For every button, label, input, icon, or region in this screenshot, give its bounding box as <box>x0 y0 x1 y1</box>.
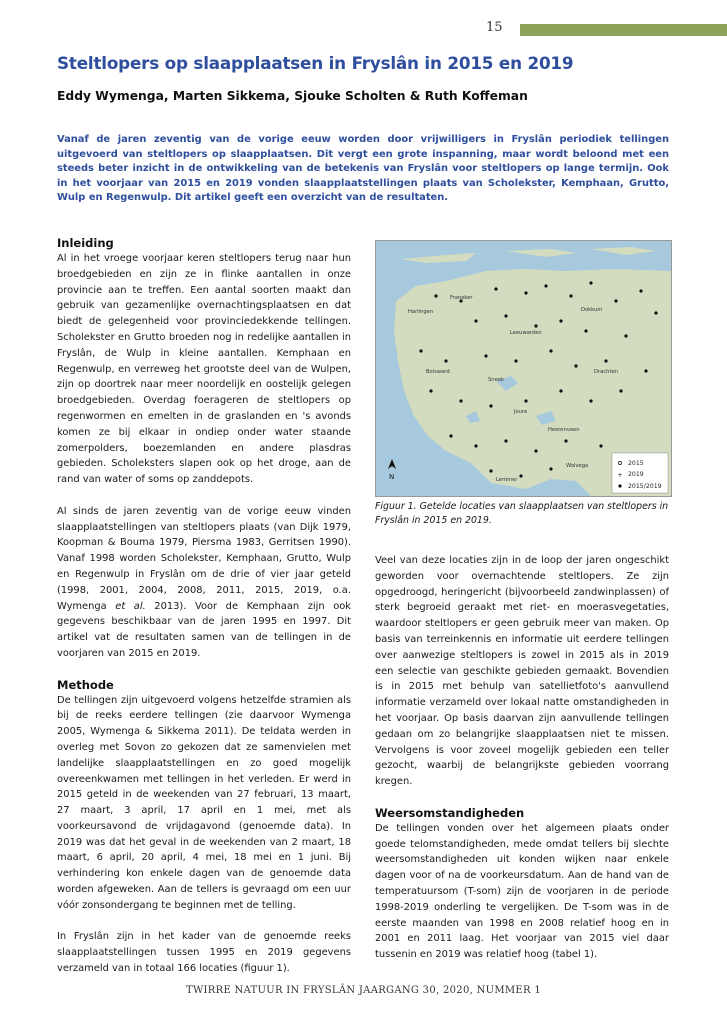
map-point <box>419 349 422 352</box>
page-footer: TWIRRE NATUUR IN FRYSLÂN JAARGANG 30, 2020, NUMMER 1 <box>186 985 541 996</box>
map-point <box>569 294 572 297</box>
map-point <box>504 439 507 442</box>
map-point <box>524 399 527 402</box>
map-label-lemmer: Lemmer <box>496 477 518 483</box>
map-point <box>544 284 547 287</box>
map-label-drachten: Drachten <box>594 369 618 375</box>
section-heading-weer: Weersomstandigheden <box>375 805 525 820</box>
map-point <box>619 389 622 392</box>
figure-map <box>375 240 672 497</box>
map-point <box>624 334 627 337</box>
paragraph-methode-2: In Fryslân zijn in het kader van de genoemde reeks slaapplaatstellingen tussen 1995 en 2019 gegevens verzameld van in totaal 166 locaties (figuur 1). <box>57 931 351 975</box>
left-column <box>57 236 351 993</box>
map-point <box>489 404 492 407</box>
map-point <box>494 287 497 290</box>
legend-label-2015: 2015 <box>628 460 644 467</box>
map-point <box>559 389 562 392</box>
map-legend <box>612 453 668 493</box>
map-label-bolsward: Bolsward <box>426 369 450 375</box>
map-label-harlingen: Harlingen <box>408 309 434 315</box>
map-point <box>559 319 562 322</box>
paragraph-inleiding-1: Al in het vroege voorjaar keren steltlopers terug naar hun broedgebieden en zijn ze in flinke aantallen in onze provincie aan te treffen. Een aantal soorten maakt dan gebruik van gezamenlijke overnachtingsplaatsen en dat biedt de gelegenheid voor provinciedekkende tellingen. Scholekster en Grutto broeden nog in redelijke aantallen in Fryslân, de Wulp in kleine aantallen. Kemphaan en Regenwulp, en verreweg het grootste deel van de Wulpen, zijn op doortrek naar meer noordelijk en oostelijk gelegen broedgebieden. Overdag foerageren de steltlopers op regenwormen en emelten in de graslanden en 's avonds komen ze bij elkaar in ondiep onder water staande zomerpolders, boezemlanden en andere plasdras gebieden. Scholeksters slapen ook op het droge, aan de rand van water of soms op zanddepots. <box>57 253 351 486</box>
map-point <box>639 289 642 292</box>
map-point <box>514 359 517 362</box>
map-point <box>644 369 647 372</box>
paragraph-methode-1: De tellingen zijn uitgevoerd volgens hetzelfde stramien als bij de reeks eerdere tellingen (zie daarvoor Wymenga 2005, Wymenga & Sikkema 2011). De teldata werden in overleg met Sovon zo gekozen dat ze samenvielen met landelijke slaapplaatstellingen en zo goed mogelijk overeenkwamen met tellingen in het verleden. Er werd in 2015 geteld in de weekenden van 27 februari, 13 maart, 27 maart, 3 april, 17 april en 1 mei, met als voorkeursavond de vrijdagavond (genoemde data). In 2019 was dat het geval in de weekenden van 2 maart, 18 maart, 6 april, 20 april, 4 mei, 18 mei en 1 juni. Bij verhindering kon enkele dagen van de genoemde data worden afgeweken. Aan de tellers is gevraagd om een uur vóór zonsondergang te beginnen met de telling. <box>57 694 351 911</box>
map-point <box>534 324 537 327</box>
article-title: Steltlopers op slaapplaatsen in Fryslân in 2015 en 2019 <box>57 53 574 73</box>
map-point <box>614 299 617 302</box>
map-point <box>459 399 462 402</box>
north-label: N <box>389 473 395 481</box>
map-point <box>474 319 477 322</box>
paragraph-inleiding-2-part-a: Al sinds de jaren zeventig van de vorige eeuw vinden slaapplaatstellingen van steltlopers plaats (van Dijk 1979, Koopman & Bouma 1979, Piersma 1983, Gerritsen 1990). Vanaf 1998 worden Scholekster, Kemphaan, Grutto, Wulp en Regenwulp in Fryslân om de drie of vier jaar geteld (1998, 2001, 2004, 2008, 2011, 2015, 2019, o.a. Wymenga <box>57 505 351 612</box>
map-svg <box>376 241 671 496</box>
paragraph-weer-1: De tellingen vonden over het algemeen plaats onder goede telomstandigheden, mede omdat tellers bij slechte weersomstandigheden uit konden wijken naar enkele dagen voor of na de voorkeursdatum. Aan de hand van de temperatuursom (T-som) zijn de voorjaren in de periode 1998-2019 onderling te vergelijken. De T-som was in de eerste maanden van 1998 en 2008 relatief hoog en in 2001 en 2011 laag. Het voorjaar van 2015 viel daar tussenin en 2019 was relatief hoog (tabel 1). <box>375 822 669 961</box>
legend-symbol-both <box>618 484 621 487</box>
map-point <box>574 364 577 367</box>
figure-caption: Figuur 1. Getelde locaties van slaapplaatsen van steltlopers in Fryslân in 2015 en 2019. <box>375 501 669 526</box>
map-point <box>524 291 527 294</box>
map-label-dokkum: Dokkum <box>581 307 603 313</box>
map-point <box>564 439 567 442</box>
right-column <box>375 553 669 979</box>
map-label-franeker: Franeker <box>450 295 473 301</box>
map-point <box>474 444 477 447</box>
map-point <box>504 314 507 317</box>
map-label-heerenveen: Heerenveen <box>548 427 580 433</box>
map-point <box>549 349 552 352</box>
map-point <box>589 281 592 284</box>
legend-label-both: 2015/2019 <box>628 483 662 490</box>
paragraph-inleiding-2-part-b: 2013). Voor de Kemphaan zijn ook gegevens beschikbaar van de jaren 1995 en 1997. Dit artikel vat de resultaten samen van de tellingen in de voorjaren van 2015 en 2019. <box>57 600 351 659</box>
map-label-joure: Joure <box>514 409 528 415</box>
map-point <box>534 449 537 452</box>
map-point <box>434 294 437 297</box>
map-label-sneek: Sneek <box>488 377 504 383</box>
section-heading-inleiding: Inleiding <box>57 236 114 250</box>
map-point <box>589 399 592 402</box>
map-point <box>489 469 492 472</box>
map-point <box>429 389 432 392</box>
map-point <box>449 434 452 437</box>
map-point <box>604 359 607 362</box>
map-point <box>484 354 487 357</box>
header-accent-bar <box>520 24 727 36</box>
legend-symbol-2019: + <box>617 472 623 479</box>
legend-label-2019: 2019 <box>628 471 644 478</box>
map-label-leeuwarden: Leeuwarden <box>510 330 542 336</box>
map-point <box>549 467 552 470</box>
map-point <box>519 474 522 477</box>
map-point <box>654 311 657 314</box>
paragraph-methode-3: Veel van deze locaties zijn in de loop der jaren ongeschikt geworden voor overnachtende steltlopers. Ze zijn opgedroogd, heringericht (bijvoorbeeld zandwinplassen) of sterk begroeid geraakt met riet- en moerasvegetaties, waardoor steltlopers er geen gebruik meer van maken. Op basis van terreinkennis en informatie uit eerdere tellingen over aanwezige steltlopers is zowel in 2015 als in 2019 een selectie van geschikte gebieden gemaakt. Bovendien is in 2015 met behulp van satellietfoto's aanvullend informatie verzameld over lokaal natte omstandigheden in het voorjaar. Op basis daarvan zijn aanvullende tellingen gedaan om zo belangrijke slaapplaatsen niet te missen. Vervolgens is voor zoveel mogelijk gebieden een teller gezocht, waarbij de belangrijkste gebieden voorrang kregen. <box>375 555 669 788</box>
map-point <box>599 444 602 447</box>
article-authors: Eddy Wymenga, Marten Sikkema, Sjouke Scholten & Ruth Koffeman <box>57 89 528 103</box>
paragraph-inleiding-2 <box>57 504 351 662</box>
article-intro: Vanaf de jaren zeventig van de vorige eeuw worden door vrijwilligers in Fryslân periodiek tellingen uitgevoerd van steltlopers op slaapplaatsen. Dit vergt een grote inspanning, maar wordt beloond met een steeds beter inzicht in de ontwikkeling van de betekenis van Fryslân voor steltlopers op lange termijn. Ook in het voorjaar van 2015 en 2019 vonden slaapplaatstellingen plaats van Scholekster, Kemphaan, Grutto, Wulp en Regenwulp. Dit artikel geeft een overzicht van de resultaten. <box>57 134 669 204</box>
paragraph-inleiding-2-em: et al. <box>115 600 146 612</box>
map-label-wolvega: Wolvega <box>566 463 589 469</box>
map-point <box>444 359 447 362</box>
section-heading-methode: Methode <box>57 677 114 692</box>
page-number: 15 <box>486 20 503 35</box>
map-point <box>584 329 587 332</box>
